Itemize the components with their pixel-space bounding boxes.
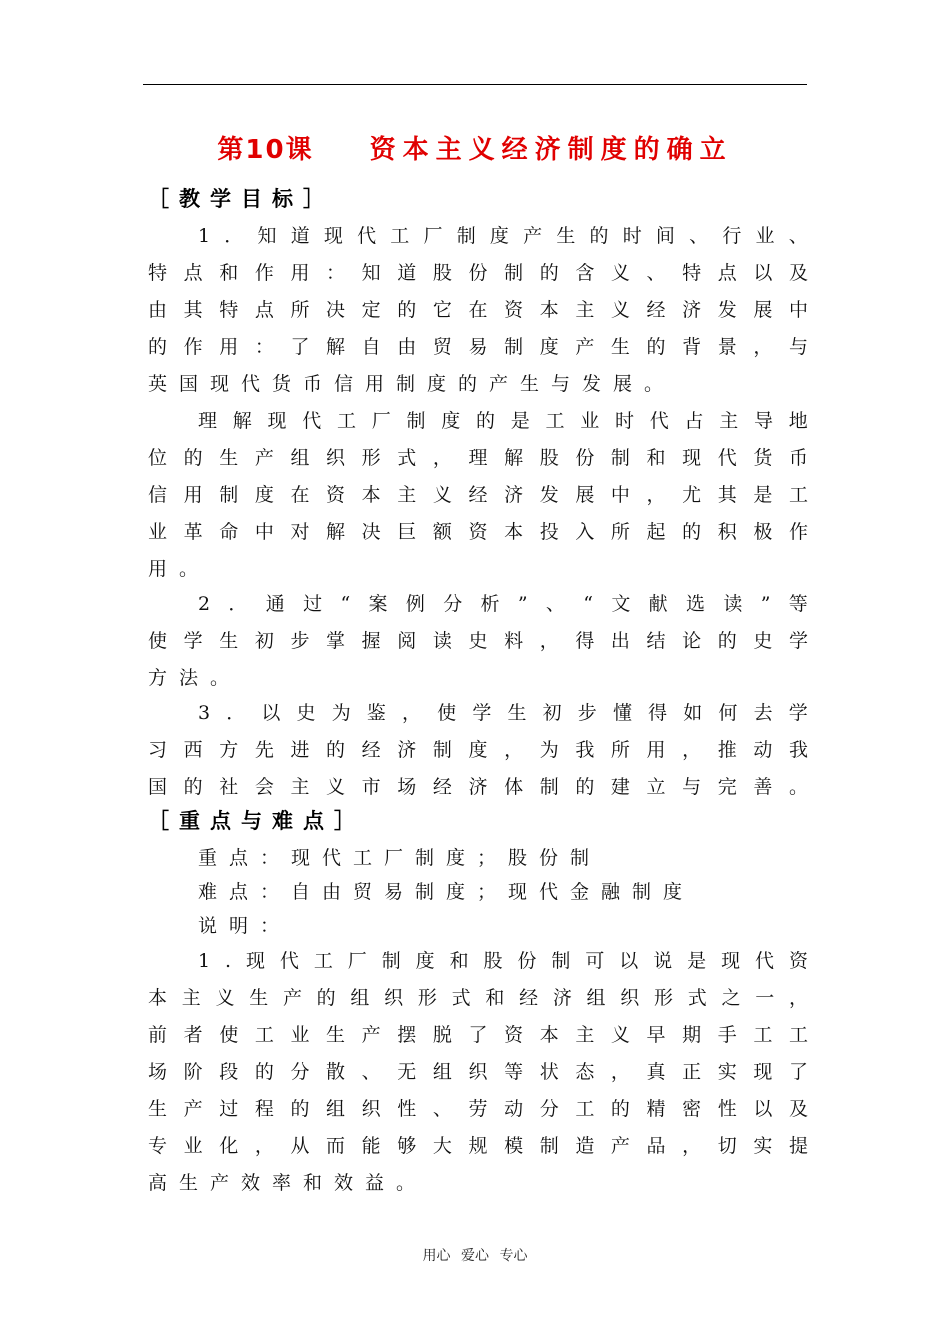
text-line: 理 解 现 代 工 厂 制 度 的 是 工 业 时 代 占 主 导 地: [198, 410, 808, 432]
note-label: 说明：: [198, 915, 292, 937]
difficulty-line: 难点：自由贸易制度；现代金融制度: [198, 881, 695, 903]
text-line: 本 主 义 生 产 的 组 织 形 式 和 经 济 组 织 形 式 之 一 ，: [148, 987, 808, 1009]
page-footer: 用心 爱心 专心: [422, 1248, 528, 1264]
text-line: 英国现代货币信用制度的产生与发展。: [148, 373, 676, 395]
text-line: 用。: [148, 558, 211, 580]
text-line: 2 ． 通 过 “ 案 例 分 析 ” 、 “ 文 献 选 读 ” 等: [198, 593, 808, 615]
header-rule: [143, 84, 807, 85]
text-line: 使 学 生 初 步 掌 握 阅 读 史 料 ， 得 出 结 论 的 史 学: [148, 630, 808, 652]
text-line: 1 ． 知 道 现 代 工 厂 制 度 产 生 的 时 间 、 行 业 、: [198, 225, 808, 247]
text-line: 习 西 方 先 进 的 经 济 制 度 ， 为 我 所 用 ， 推 动 我: [148, 739, 808, 761]
section-heading-objectives: ［教学目标］: [148, 187, 334, 211]
text-line: 前 者 使 工 业 生 产 摆 脱 了 资 本 主 义 早 期 手 工 工: [148, 1024, 808, 1046]
text-line: 信 用 制 度 在 资 本 主 义 经 济 发 展 中 ， 尤 其 是 工: [148, 484, 808, 506]
text-line: 专 业 化 ， 从 而 能 够 大 规 模 制 造 产 品 ， 切 实 提: [148, 1135, 808, 1157]
text-line: 生 产 过 程 的 组 织 性 、 劳 动 分 工 的 精 密 性 以 及: [148, 1098, 808, 1120]
text-line: 特 点 和 作 用 ： 知 道 股 份 制 的 含 义 、 特 点 以 及: [148, 262, 808, 284]
text-line: 的 作 用 ： 了 解 自 由 贸 易 制 度 产 生 的 背 景 ， 与: [148, 336, 808, 358]
lesson-topic: 资本主义经济制度的确立: [369, 135, 733, 165]
focus-line: 重点：现代工厂制度；股份制: [198, 847, 602, 869]
page-title: [0, 130, 950, 170]
text-line: 位 的 生 产 组 织 形 式 ， 理 解 股 份 制 和 现 代 货 币: [148, 447, 808, 469]
text-line: 1 . 现 代 工 厂 制 度 和 股 份 制 可 以 说 是 现 代 资: [198, 950, 808, 972]
text-line: 由 其 特 点 所 决 定 的 它 在 资 本 主 义 经 济 发 展 中: [148, 299, 808, 321]
section-heading-focus: ［重点与难点］: [148, 809, 365, 833]
text-line: 3 ． 以 史 为 鉴 ， 使 学 生 初 步 懂 得 如 何 去 学: [198, 702, 808, 724]
lesson-number: 第10课: [217, 135, 314, 165]
text-line: 场 阶 段 的 分 散 、 无 组 织 等 状 态 ， 真 正 实 现 了: [148, 1061, 808, 1083]
text-line: 国 的 社 会 主 义 市 场 经 济 体 制 的 建 立 与 完 善 。: [148, 776, 808, 798]
text-line: 高生产效率和效益。: [148, 1172, 428, 1194]
text-line: 业 革 命 中 对 解 决 巨 额 资 本 投 入 所 起 的 积 极 作: [148, 521, 808, 543]
text-line: 方法。: [148, 667, 242, 689]
